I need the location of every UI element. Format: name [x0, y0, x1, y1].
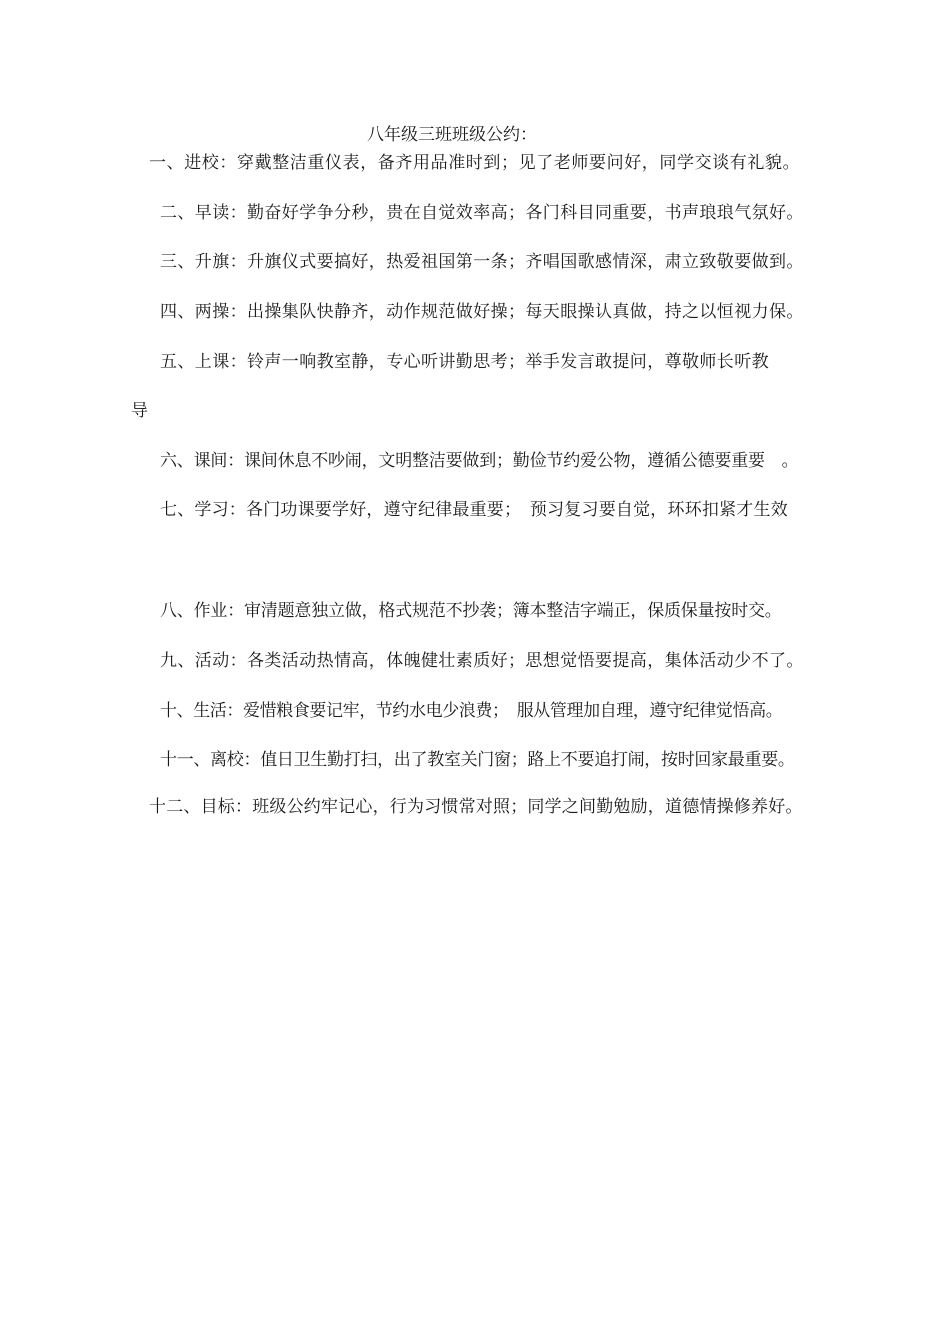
rule-line-11: 十一、离校：值日卫生勤打扫，出了教室关门窗；路上不要追打闹，按时回家最重要。 [160, 750, 795, 770]
rule-line-1: 一、进校：穿戴整洁重仪表，备齐用品准时到；见了老师要问好，同学交谈有礼貌。 [149, 153, 801, 173]
rule-line-2: 二、早读：勤奋好学争分秒，贵在自觉效率高；各门科目同重要，书声琅琅气氛好。 [160, 203, 804, 223]
rule-line-9: 九、活动：各类活动热情高，体魄健壮素质好；思想觉悟要提高，集体活动少不了。 [160, 651, 804, 671]
rule-line-8: 八、作业：审清题意独立做，格式规范不抄袭；簿本整洁字端正，保质保量按时交。 [160, 601, 782, 621]
document-title: 八年级三班班级公约： [367, 125, 537, 145]
rule-line-7: 七、学习：各门功课要学好，遵守纪律最重要； 预习复习要自觉，环环扣紧才生效 [160, 500, 788, 520]
rule-line-12: 十二、目标：班级公约牢记心，行为习惯常对照；同学之间勤勉励，道德情操修养好。 [149, 797, 803, 817]
rule-line-5-continued: 导 [131, 401, 149, 421]
rule-line-10: 十、生活：爱惜粮食要记牢，节约水电少浪费； 服从管理加自理，遵守纪律觉悟高。 [160, 701, 783, 721]
rule-line-4: 四、两操：出操集队快静齐，动作规范做好操；每天眼操认真做，持之以恒视力保。 [160, 302, 804, 322]
rule-line-3: 三、升旗：升旗仪式要搞好，热爱祖国第一条；齐唱国歌感情深，肃立致敬要做到。 [160, 252, 804, 272]
rule-line-5: 五、上课：铃声一响教室静，专心听讲勤思考；举手发言敢提问，尊敬师长听教 [160, 352, 769, 372]
rule-line-6: 六、课间：课间休息不吵闹，文明整洁要做到；勤俭节约爱公物，遵循公德要重要 。 [160, 451, 799, 471]
